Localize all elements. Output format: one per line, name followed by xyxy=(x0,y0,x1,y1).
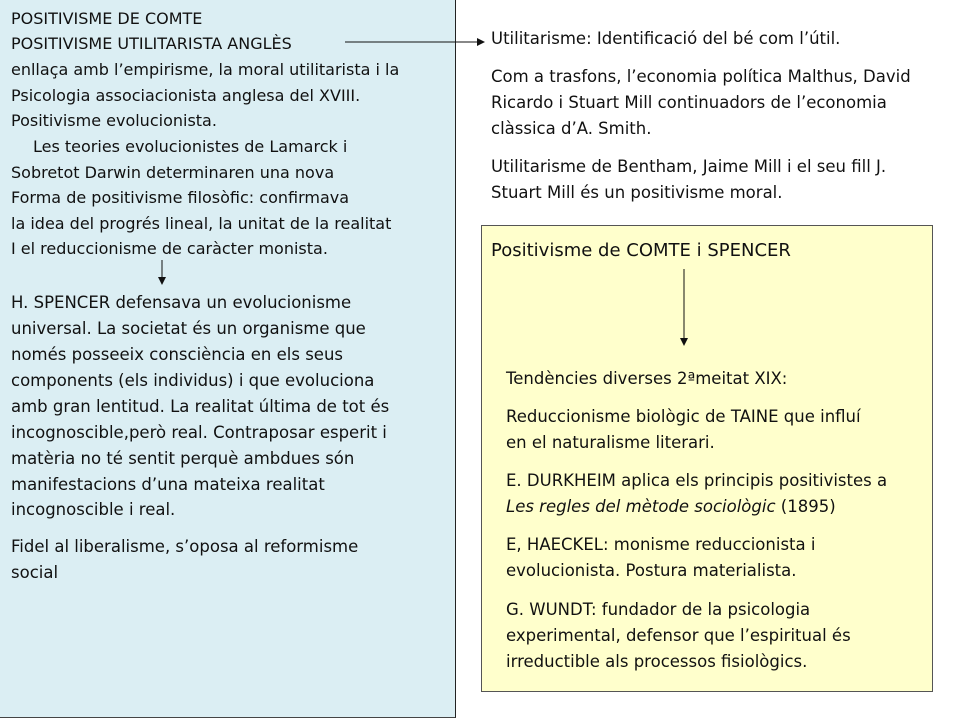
haeckel-line: E, HAECKEL: monisme reduccionista i xyxy=(506,535,816,554)
tendencies-heading: Tendències diverses 2ªmeitat XIX: xyxy=(506,369,788,388)
intro-line: Sobretot Darwin determinaren una nova xyxy=(11,163,335,182)
taine-line: en el naturalisme literari. xyxy=(506,433,715,452)
spencer-line: matèria no té sentit perquè ambdues són xyxy=(11,449,355,468)
intro-line: Forma de positivisme filosòfic: confirmava xyxy=(11,188,350,207)
trasfons-line: Com a trasfons, l’economia política Malthus, David xyxy=(491,67,911,86)
trasfons-line: Ricardo i Stuart Mill continuadors de l’economia xyxy=(491,93,887,112)
spencer-line: H. SPENCER defensava un evolucionisme xyxy=(11,293,352,312)
spencer-line: incognoscible,però real. Contraposar esperit i xyxy=(11,423,387,442)
intro-line: enllaça amb l’empirisme, la moral utilitarista i la xyxy=(11,60,400,79)
heading-positivisme-utilitarista: POSITIVISME UTILITARISTA ANGLÈS xyxy=(11,34,292,53)
spencer-line: només posseeix consciència en els seus xyxy=(11,345,344,364)
durkheim-year: (1895) xyxy=(775,497,836,516)
utilitarisme-definition: Utilitarisme: Identificació del bé com l’útil. xyxy=(491,29,841,48)
spencer-line: amb gran lentitud. La realitat última de tot és xyxy=(11,397,390,416)
liberal-line: social xyxy=(11,563,59,582)
wundt-line: G. WUNDT: fundador de la psicologia xyxy=(506,600,811,619)
liberal-line: Fidel al liberalisme, s’oposa al reformisme xyxy=(11,537,359,556)
taine-line: Reduccionisme biològic de TAINE que influí xyxy=(506,407,861,426)
spencer-line: manifestacions d’una mateixa realitat xyxy=(11,475,325,494)
haeckel-line: evolucionista. Postura materialista. xyxy=(506,561,797,580)
box-title: Positivisme de COMTE i SPENCER xyxy=(491,240,791,261)
spencer-line: components (els individus) i que evoluciona xyxy=(11,371,375,390)
intro-line: la idea del progrés lineal, la unitat de la realitat xyxy=(11,214,392,233)
bentham-line: Stuart Mill és un positivisme moral. xyxy=(491,183,783,202)
durkheim-line: E. DURKHEIM aplica els principis positivistes a xyxy=(506,471,888,490)
bentham-line: Utilitarisme de Bentham, Jaime Mill i el seu fill J. xyxy=(491,157,887,176)
durkheim-book-title: Les regles del mètode sociològic xyxy=(506,497,776,516)
heading-positivisme-comte: POSITIVISME DE COMTE xyxy=(11,9,203,28)
intro-line: I el reduccionisme de caràcter monista. xyxy=(11,239,328,258)
intro-line: Psicologia associacionista anglesa del XVIII. xyxy=(11,86,361,105)
trasfons-line: clàssica d’A. Smith. xyxy=(491,119,652,138)
intro-line: Positivisme evolucionista. xyxy=(11,111,217,130)
spencer-line: incognoscible i real. xyxy=(11,500,176,519)
wundt-line: irreductible als processos fisiològics. xyxy=(506,652,808,671)
intro-line: Les teories evolucionistes de Lamarck i xyxy=(33,137,348,156)
spencer-line: universal. La societat és un organisme que xyxy=(11,319,366,338)
wundt-line: experimental, defensor que l’espiritual és xyxy=(506,626,851,645)
